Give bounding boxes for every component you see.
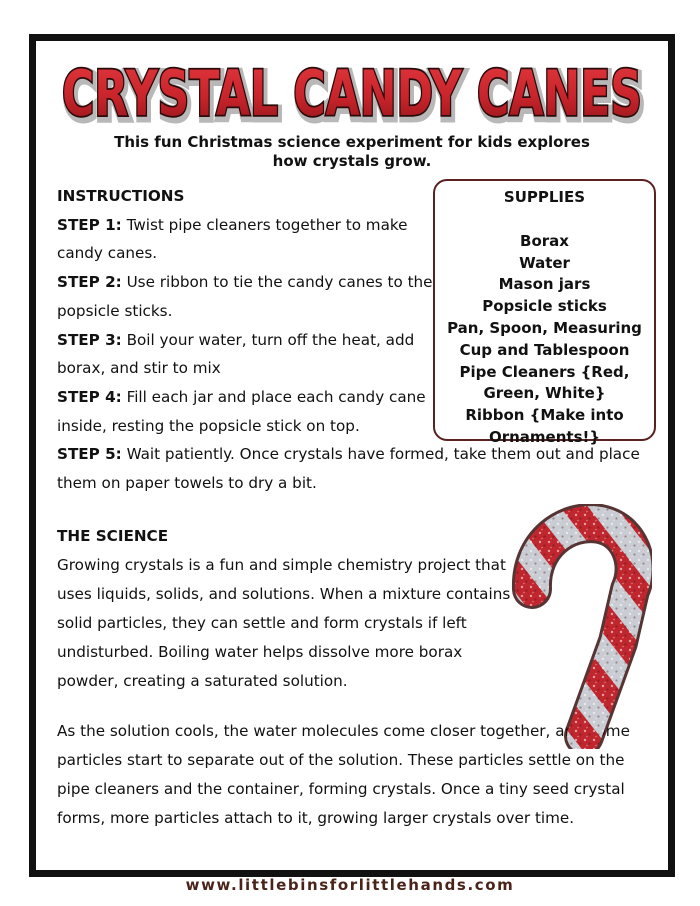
step-label: STEP 1: <box>57 215 122 234</box>
step-label: STEP 5: <box>57 445 122 464</box>
page-frame <box>29 34 675 877</box>
science-heading: THE SCIENCE <box>57 527 169 545</box>
step-text: Use ribbon to tie the candy canes to the popsicle sticks. <box>57 273 433 320</box>
science-paragraph-1: Growing crystals is a fun and simple chemistry project that uses liquids, solids, and solutions. When a mixture contains solid particles, they can settle and form crystals if left undisturbed. Boiling water helps dissolve more borax powder, creating a saturated solution. <box>57 556 511 690</box>
science-section <box>57 522 527 696</box>
science-paragraph-2: As the solution cools, the water molecules come closer together, and some particles start to separate out of the solution. These particles settle on the pipe cleaners and the container, forming crystals. Once a tiny seed crystal forms, more particles attach to it, growing larger crystals over time. <box>57 722 630 827</box>
supplies-list <box>435 231 654 449</box>
list-item: Ribbon {Make into Ornaments!} <box>465 406 624 446</box>
step-3 <box>57 326 437 383</box>
footer-url: www.littlebinsforlittlehands.com <box>185 876 515 894</box>
step-label: STEP 3: <box>57 330 122 349</box>
list-item: Pan, Spoon, Measuring Cup and Tablespoon <box>447 318 642 359</box>
supplies-heading: SUPPLIES <box>503 188 586 206</box>
page-title: CRYSTAL CANDY CANES <box>62 57 642 130</box>
list-item: Borax <box>520 231 569 250</box>
list-item: Mason jars <box>498 275 591 294</box>
step-text: Boil your water, turn off the heat, add borax, and stir to mix <box>57 330 415 378</box>
step-1 <box>57 211 437 268</box>
title-banner <box>36 45 668 133</box>
step-label: STEP 4: <box>57 387 122 406</box>
step-text: Twist pipe cleaners together to make candy canes. <box>57 215 408 263</box>
step-4 <box>57 383 437 440</box>
step-text: Fill each jar and place each candy cane inside, resting the popsicle stick on top. <box>57 387 426 435</box>
title-shadow: CRYSTAL CANDY CANES <box>64 60 644 133</box>
step-2 <box>57 268 437 325</box>
instructions-heading: INSTRUCTIONS <box>57 187 185 205</box>
step-5 <box>57 440 657 497</box>
list-item: Popsicle sticks <box>482 297 607 316</box>
candy-cane-image <box>502 504 652 749</box>
step-label: STEP 2: <box>57 273 122 292</box>
title-graphic <box>36 45 668 133</box>
step-text: Wait patiently. Once crystals have formed, take them out and place them on paper towels to dry a bit. <box>57 445 640 493</box>
list-item: Pipe Cleaners {Red, Green, White} <box>459 362 630 403</box>
subtitle: This fun Christmas science experiment for kids explores how crystals grow. <box>114 133 590 170</box>
supplies-box <box>433 179 656 446</box>
list-item: Water <box>519 253 570 272</box>
